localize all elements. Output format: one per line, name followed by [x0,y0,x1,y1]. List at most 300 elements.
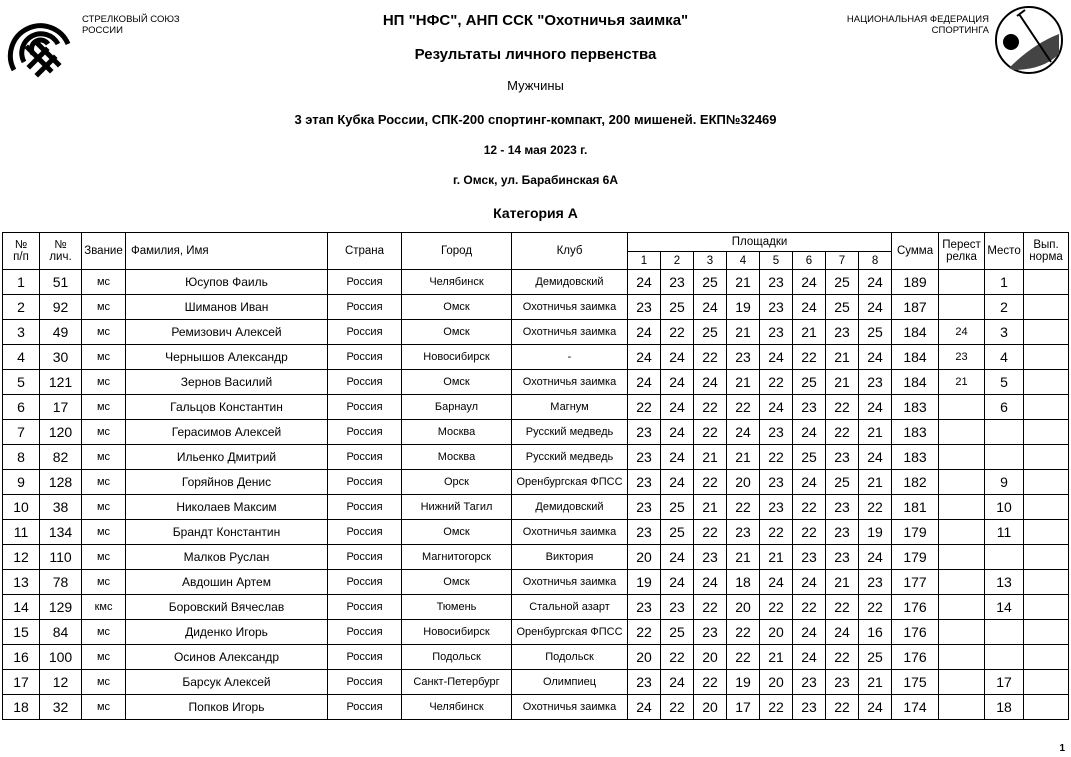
cell-shootoff [939,295,985,320]
cell-stand-score: 23 [826,495,859,520]
cell-stand-score: 21 [859,470,892,495]
cell-stand-score: 22 [661,695,694,720]
cell-sum: 183 [892,445,939,470]
table-row [3,345,1069,370]
cell-stand-score: 21 [859,420,892,445]
cell-club: Русский медведь [512,420,628,445]
table-row [3,570,1069,595]
cell-place [985,420,1024,445]
cell-stand-score: 23 [826,670,859,695]
cell-sum: 183 [892,420,939,445]
cell-shootoff [939,270,985,295]
cell-stand-score: 19 [727,295,760,320]
cell-stand-score: 23 [727,520,760,545]
cell-name: Брандт Константин [126,520,328,545]
cell-sum: 187 [892,295,939,320]
cell-stand-score: 25 [793,370,826,395]
col-header-shootoff: Перест релка [939,233,985,270]
cell-club: Виктория [512,545,628,570]
cell-stand-score: 25 [826,470,859,495]
cell-city: Омск [402,295,512,320]
cell-name: Шиманов Иван [126,295,328,320]
col-header-stand: 1 [628,252,661,270]
cell-stand-score: 23 [760,470,793,495]
col-header-country: Страна [328,233,402,270]
cell-norm [1024,620,1069,645]
cell-stand-score: 21 [727,320,760,345]
cell-stand-score: 23 [694,545,727,570]
cell-rank: мс [82,570,126,595]
cell-stand-score: 18 [727,570,760,595]
cell-shootoff [939,695,985,720]
cell-name: Малков Руслан [126,545,328,570]
page-number: 1 [1059,743,1065,754]
cell-country: Россия [328,495,402,520]
cell-stand-score: 23 [628,445,661,470]
cell-stand-score: 23 [628,595,661,620]
cell-stand-score: 24 [859,295,892,320]
cell-number: 8 [3,445,40,470]
cell-number: 2 [3,295,40,320]
cell-rank: мс [82,395,126,420]
results-table-header [3,233,1069,270]
cell-shootoff [939,595,985,620]
cell-norm [1024,370,1069,395]
cell-place: 5 [985,370,1024,395]
cell-rank: мс [82,345,126,370]
cell-stand-score: 22 [793,345,826,370]
cell-stand-score: 24 [793,645,826,670]
cell-stand-score: 24 [661,545,694,570]
cell-stand-score: 22 [694,595,727,620]
cell-shootoff [939,445,985,470]
cell-number: 12 [3,545,40,570]
cell-name: Николаев Максим [126,495,328,520]
col-header-club: Клуб [512,233,628,270]
cell-number: 9 [3,470,40,495]
cell-stand-score: 22 [628,395,661,420]
cell-license: 38 [40,495,82,520]
cell-city: Магнитогорск [402,545,512,570]
cell-sum: 179 [892,520,939,545]
cell-club: Русский медведь [512,445,628,470]
cell-stand-score: 20 [628,645,661,670]
cell-club: Охотничья заимка [512,570,628,595]
cell-stand-score: 24 [661,345,694,370]
cell-club: Оренбургская ФПСС [512,620,628,645]
cell-stand-score: 23 [793,695,826,720]
cell-sum: 174 [892,695,939,720]
cell-place [985,620,1024,645]
cell-rank: мс [82,695,126,720]
cell-stand-score: 24 [628,370,661,395]
cell-stand-score: 23 [826,545,859,570]
table-row [3,270,1069,295]
cell-number: 14 [3,595,40,620]
cell-stand-score: 24 [694,295,727,320]
cell-country: Россия [328,470,402,495]
cell-country: Россия [328,445,402,470]
cell-stand-score: 23 [628,420,661,445]
cell-rank: мс [82,320,126,345]
cell-stand-score: 22 [826,395,859,420]
cell-stand-score: 24 [793,420,826,445]
cell-license: 12 [40,670,82,695]
cell-name: Чернышов Александр [126,345,328,370]
cell-stand-score: 22 [760,595,793,620]
category-heading: Категория А [493,205,578,221]
cell-stand-score: 24 [661,395,694,420]
cell-city: Подольск [402,645,512,670]
cell-stand-score: 20 [694,695,727,720]
cell-club: Охотничья заимка [512,320,628,345]
cell-license: 110 [40,545,82,570]
cell-name: Диденко Игорь [126,620,328,645]
cell-stand-score: 24 [793,570,826,595]
col-header-name: Фамилия, Имя [126,233,328,270]
cell-stand-score: 23 [793,545,826,570]
cell-stand-score: 24 [628,320,661,345]
cell-norm [1024,270,1069,295]
cell-name: Зернов Василий [126,370,328,395]
cell-rank: мс [82,270,126,295]
cell-stand-score: 24 [859,445,892,470]
cell-stand-score: 21 [727,370,760,395]
cell-stand-score: 21 [727,270,760,295]
shooting-union-name: СТРЕЛКОВЫЙ СОЮЗ РОССИИ [82,14,180,36]
cell-place: 11 [985,520,1024,545]
cell-country: Россия [328,345,402,370]
cell-stand-score: 23 [826,445,859,470]
cell-stand-score: 24 [859,695,892,720]
cell-place [985,545,1024,570]
cell-stand-score: 22 [694,420,727,445]
cell-stand-score: 19 [859,520,892,545]
cell-number: 5 [3,370,40,395]
table-row [3,470,1069,495]
cell-rank: мс [82,420,126,445]
cell-place: 17 [985,670,1024,695]
cell-shootoff [939,645,985,670]
cell-number: 17 [3,670,40,695]
cell-stand-score: 23 [826,520,859,545]
cell-stand-score: 20 [694,645,727,670]
cell-sum: 181 [892,495,939,520]
cell-stand-score: 22 [826,595,859,620]
cell-norm [1024,495,1069,520]
cell-sum: 182 [892,470,939,495]
cell-stand-score: 24 [793,470,826,495]
cell-name: Осинов Александр [126,645,328,670]
cell-norm [1024,395,1069,420]
cell-norm [1024,320,1069,345]
cell-country: Россия [328,545,402,570]
cell-city: Барнаул [402,395,512,420]
cell-country: Россия [328,695,402,720]
table-row [3,370,1069,395]
cell-stand-score: 22 [727,645,760,670]
cell-place: 1 [985,270,1024,295]
cell-stand-score: 20 [727,595,760,620]
cell-country: Россия [328,420,402,445]
cell-stand-score: 24 [760,345,793,370]
col-header-stand: 6 [793,252,826,270]
cell-stand-score: 22 [628,620,661,645]
cell-stand-score: 23 [628,520,661,545]
cell-stand-score: 22 [661,645,694,670]
cell-stand-score: 22 [760,445,793,470]
cell-shootoff [939,545,985,570]
cell-stand-score: 23 [628,670,661,695]
cell-stand-score: 20 [760,670,793,695]
cell-rank: мс [82,645,126,670]
cell-sum: 179 [892,545,939,570]
cell-city: Санкт-Петербург [402,670,512,695]
cell-stand-score: 22 [694,520,727,545]
cell-name: Гальцов Константин [126,395,328,420]
cell-stand-score: 17 [727,695,760,720]
cell-club: - [512,345,628,370]
cell-stand-score: 23 [760,295,793,320]
cell-number: 18 [3,695,40,720]
cell-license: 17 [40,395,82,420]
cell-sum: 175 [892,670,939,695]
col-header-number: № п/п [3,233,40,270]
cell-stand-score: 21 [694,495,727,520]
col-header-sum: Сумма [892,233,939,270]
cell-stand-score: 23 [760,320,793,345]
cell-city: Омск [402,320,512,345]
cell-club: Магнум [512,395,628,420]
cell-stand-score: 25 [826,295,859,320]
cell-country: Россия [328,570,402,595]
cell-stand-score: 24 [793,270,826,295]
cell-place: 2 [985,295,1024,320]
cell-name: Барсук Алексей [126,670,328,695]
cell-stand-score: 22 [694,670,727,695]
cell-stand-score: 19 [727,670,760,695]
cell-name: Попков Игорь [126,695,328,720]
cell-stand-score: 24 [793,295,826,320]
cell-city: Нижний Тагил [402,495,512,520]
cell-stand-score: 25 [859,320,892,345]
cell-license: 129 [40,595,82,620]
cell-number: 3 [3,320,40,345]
cell-norm [1024,470,1069,495]
cell-city: Омск [402,520,512,545]
cell-norm [1024,595,1069,620]
table-row [3,320,1069,345]
gender-subtitle: Мужчины [507,78,564,93]
cell-shootoff [939,495,985,520]
cell-stand-score: 24 [760,395,793,420]
cell-license: 82 [40,445,82,470]
cell-stand-score: 25 [793,445,826,470]
cell-city: Новосибирск [402,620,512,645]
cell-sum: 176 [892,620,939,645]
cell-stand-score: 23 [628,470,661,495]
cell-license: 120 [40,420,82,445]
cell-license: 121 [40,370,82,395]
cell-city: Москва [402,420,512,445]
cell-license: 78 [40,570,82,595]
cell-license: 100 [40,645,82,670]
cell-stand-score: 22 [859,595,892,620]
cell-number: 11 [3,520,40,545]
cell-stand-score: 24 [661,670,694,695]
table-row [3,545,1069,570]
cell-license: 134 [40,520,82,545]
table-row [3,445,1069,470]
col-header-license: № лич. [40,233,82,270]
cell-stand-score: 22 [661,320,694,345]
cell-stand-score: 21 [760,645,793,670]
page-title: Результаты личного первенства [414,46,657,63]
cell-stand-score: 23 [826,320,859,345]
cell-stand-score: 22 [859,495,892,520]
cell-place: 10 [985,495,1024,520]
cell-stand-score: 24 [859,345,892,370]
cell-stand-score: 25 [661,620,694,645]
cell-shootoff [939,570,985,595]
cell-license: 51 [40,270,82,295]
cell-license: 32 [40,695,82,720]
cell-shootoff: 23 [939,345,985,370]
cell-stand-score: 21 [859,670,892,695]
results-table [2,232,1069,720]
cell-number: 7 [3,420,40,445]
cell-rank: мс [82,545,126,570]
table-row [3,520,1069,545]
cell-sum: 184 [892,370,939,395]
cell-stand-score: 22 [760,370,793,395]
col-header-stand: 4 [727,252,760,270]
table-row [3,495,1069,520]
cell-stand-score: 24 [859,270,892,295]
cell-name: Горяйнов Денис [126,470,328,495]
cell-stand-score: 21 [727,545,760,570]
cell-stand-score: 22 [727,395,760,420]
cell-place: 4 [985,345,1024,370]
cell-city: Челябинск [402,695,512,720]
cell-stand-score: 22 [694,470,727,495]
cell-rank: мс [82,470,126,495]
cell-stand-score: 22 [826,695,859,720]
cell-rank: мс [82,295,126,320]
cell-sum: 176 [892,645,939,670]
cell-norm [1024,520,1069,545]
col-header-rank: Звание [82,233,126,270]
cell-license: 84 [40,620,82,645]
cell-norm [1024,545,1069,570]
cell-place [985,445,1024,470]
cell-stand-score: 22 [727,495,760,520]
cell-number: 1 [3,270,40,295]
cell-stand-score: 22 [826,420,859,445]
cell-sum: 184 [892,345,939,370]
cell-stand-score: 24 [727,420,760,445]
cell-stand-score: 22 [760,520,793,545]
cell-number: 6 [3,395,40,420]
cell-stand-score: 23 [727,345,760,370]
cell-stand-score: 24 [694,570,727,595]
cell-stand-score: 21 [727,445,760,470]
cell-stand-score: 20 [628,545,661,570]
cell-number: 16 [3,645,40,670]
cell-name: Ремизович Алексей [126,320,328,345]
cell-country: Россия [328,645,402,670]
cell-license: 92 [40,295,82,320]
cell-city: Омск [402,570,512,595]
table-row [3,620,1069,645]
table-row [3,595,1069,620]
organizer-heading: НП "НФС", АНП ССК "Охотничья заимка" [382,12,689,29]
col-header-stand: 3 [694,252,727,270]
cell-norm [1024,670,1069,695]
cell-country: Россия [328,370,402,395]
cell-stand-score: 20 [727,470,760,495]
table-row [3,670,1069,695]
cell-license: 30 [40,345,82,370]
cell-license: 128 [40,470,82,495]
event-date: 12 - 14 мая 2023 г. [483,143,588,157]
cell-license: 49 [40,320,82,345]
cell-norm [1024,645,1069,670]
cell-stand-score: 24 [661,370,694,395]
cell-stand-score: 23 [793,670,826,695]
cell-number: 4 [3,345,40,370]
cell-sum: 189 [892,270,939,295]
cell-place [985,645,1024,670]
cell-stand-score: 21 [793,320,826,345]
cell-shootoff [939,620,985,645]
cell-stand-score: 24 [628,695,661,720]
sporting-federation-name: НАЦИОНАЛЬНАЯ ФЕДЕРАЦИЯ СПОРТИНГА [846,14,989,36]
cell-shootoff: 21 [939,370,985,395]
cell-place: 9 [985,470,1024,495]
cell-rank: мс [82,620,126,645]
col-header-stands: Площадки [628,233,892,252]
cell-norm [1024,570,1069,595]
cell-stand-score: 21 [826,345,859,370]
cell-norm [1024,420,1069,445]
cell-name: Герасимов Алексей [126,420,328,445]
cell-stand-score: 24 [628,345,661,370]
cell-rank: кмс [82,595,126,620]
cell-club: Олимпиец [512,670,628,695]
cell-stand-score: 23 [760,270,793,295]
cell-stand-score: 24 [661,445,694,470]
results-table-body [3,270,1069,720]
cell-stand-score: 23 [760,420,793,445]
cell-place: 6 [985,395,1024,420]
cell-country: Россия [328,670,402,695]
cell-stand-score: 22 [760,695,793,720]
cell-norm [1024,695,1069,720]
cell-stand-score: 22 [793,520,826,545]
cell-stand-score: 23 [694,620,727,645]
table-row [3,645,1069,670]
cell-place: 14 [985,595,1024,620]
cell-country: Россия [328,295,402,320]
cell-rank: мс [82,670,126,695]
cell-norm [1024,345,1069,370]
cell-city: Москва [402,445,512,470]
cell-stand-score: 23 [859,570,892,595]
cell-stand-score: 20 [760,620,793,645]
cell-name: Юсупов Фаиль [126,270,328,295]
cell-name: Боровский Вячеслав [126,595,328,620]
